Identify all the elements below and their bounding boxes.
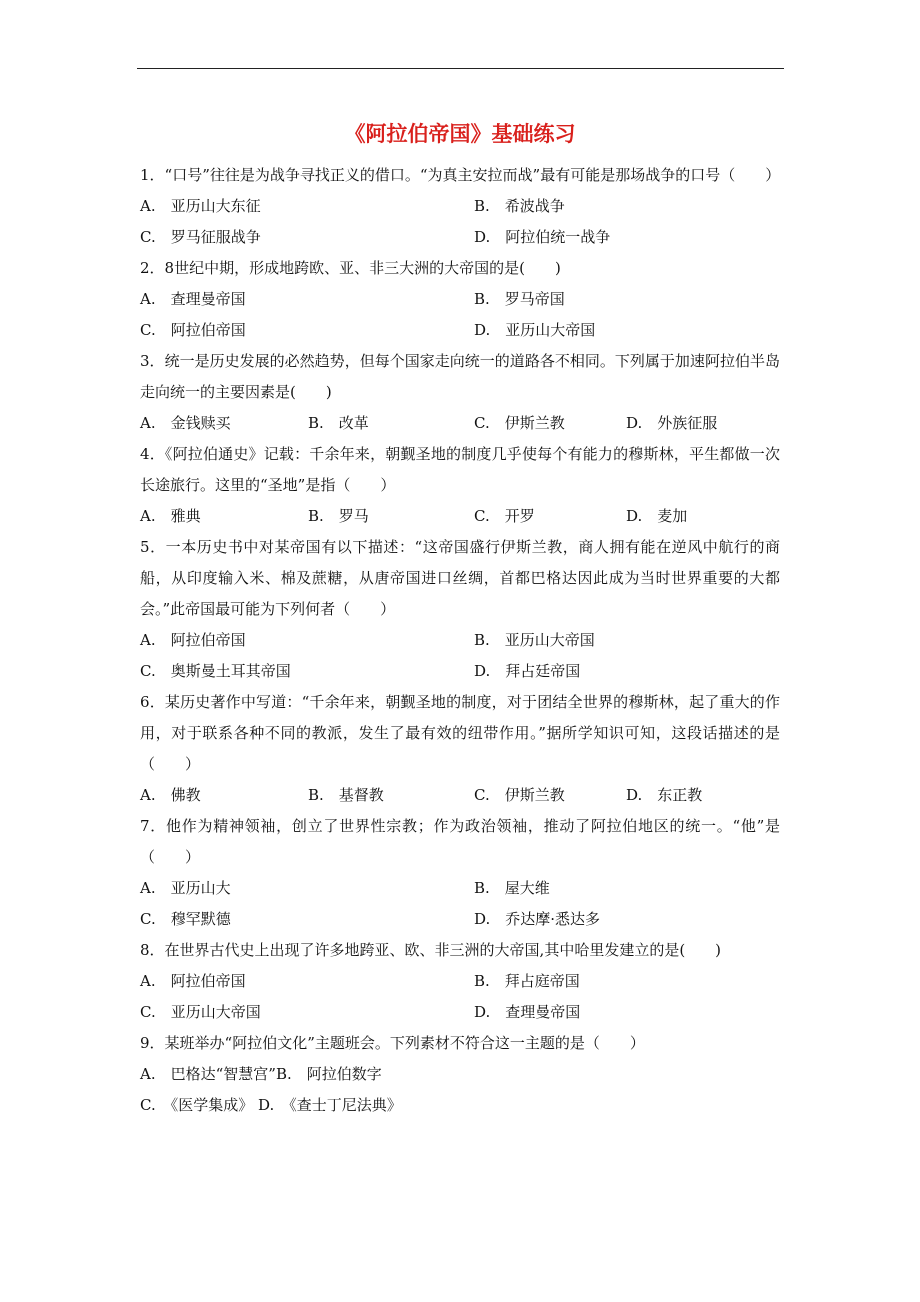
option-c: C. 开罗 [474,507,535,525]
question-4-options [140,501,780,532]
option-b: B. 屋大维 [474,879,550,897]
option-a: A. 亚历山大东征 [140,197,261,215]
question-7-options-row-1 [140,873,780,904]
question-2-stem: 2．8世纪中期，形成地跨欧、亚、非三大洲的大帝国的是( ) [140,259,561,277]
option-d: D. 乔达摩·悉达多 [474,910,601,928]
option-b: B. 罗马帝国 [474,290,565,308]
option-a: A. 亚历山大 [140,879,231,897]
option-c: C. 穆罕默德 [140,910,231,928]
question-2-options-row-2 [140,315,780,346]
option-c: C. 奥斯曼土耳其帝国 [140,662,291,680]
option-d: D. 亚历山大帝国 [474,321,596,339]
question-list [140,160,780,1121]
option-b: B. 改革 [308,414,369,432]
option-a: A. 阿拉伯帝国 [140,631,246,649]
option-b: B. 罗马 [308,507,369,525]
option-c: C. 伊斯兰教 [474,786,565,804]
question-7-options-row-2 [140,904,780,935]
option-a: A. 佛教 [140,786,201,804]
question-3-options [140,408,780,439]
question-5-options-row-2 [140,656,780,687]
header-rule [137,68,784,69]
option-d: D. 外族征服 [626,414,718,432]
question-5-options-row-1 [140,625,780,656]
option-b: B. 亚历山大帝国 [474,631,595,649]
question-1-stem: 1．“口号”往往是为战争寻找正义的借口。“为真主安拉而战”最有可能是那场战争的口号（ ） [140,166,781,184]
option-a: A. 阿拉伯帝国 [140,972,246,990]
option-a: A. 雅典 [140,507,201,525]
question-8-options-row-2 [140,997,780,1028]
option-c: C. 罗马征服战争 [140,228,261,246]
question-1-options-row-2 [140,222,780,253]
option-c: C. 伊斯兰教 [474,414,565,432]
option-d: D. 东正教 [626,786,703,804]
question-9-options-line-1: A. 巴格达“智慧宫”B. 阿拉伯数字 [140,1065,382,1083]
option-c: C. 阿拉伯帝国 [140,321,246,339]
option-d: D. 麦加 [626,507,688,525]
option-b: B. 拜占庭帝国 [474,972,580,990]
page-title: 《阿拉伯帝国》基础练习 [344,122,576,146]
question-3-stem: 3．统一是历史发展的必然趋势，但每个国家走向统一的道路各不相同。下列属于加速阿拉伯半岛走向统一的主要因素是( ) [140,352,780,401]
option-d: D. 拜占廷帝国 [474,662,581,680]
question-7-stem: 7．他作为精神领袖，创立了世界性宗教；作为政治领袖，推动了阿拉伯地区的统一。“他”是（ ） [140,817,780,866]
question-4-stem: 4．《阿拉伯通史》记载：千余年来，朝觐圣地的制度几乎使每个有能力的穆斯林，平生都做一次长途旅行。这里的“圣地”是指（ ） [140,445,780,494]
option-b: B. 基督教 [308,786,384,804]
question-1-options-row-1 [140,191,780,222]
question-8-options-row-1 [140,966,780,997]
question-9-options-line-2: C. 《医学集成》 D. 《查士丁尼法典》 [140,1096,402,1114]
option-d: D. 查理曼帝国 [474,1003,581,1021]
question-6-options [140,780,780,811]
option-a: A. 金钱赎买 [140,414,231,432]
option-d: D. 阿拉伯统一战争 [474,228,611,246]
question-2-options-row-1 [140,284,780,315]
question-9-stem: 9．某班举办“阿拉伯文化”主题班会。下列素材不符合这一主题的是（ ） [140,1034,645,1052]
option-a: A. 查理曼帝国 [140,290,246,308]
option-b: B. 希波战争 [474,197,565,215]
option-c: C. 亚历山大帝国 [140,1003,261,1021]
question-6-stem: 6．某历史著作中写道：“千余年来，朝觐圣地的制度，对于团结全世界的穆斯林，起了重大的作用，对于联系各种不同的教派，发生了最有效的纽带作用。”据所学知识可知，这段话描述的是（ ） [140,693,780,773]
question-5-stem: 5．一本历史书中对某帝国有以下描述：“这帝国盛行伊斯兰教，商人拥有能在逆风中航行的商船，从印度输入米、棉及蔗糖，从唐帝国进口丝绸，首都巴格达因此成为当时世界重要的大都会。”此帝国最可能为下列何者（ ） [140,538,780,618]
question-8-stem: 8．在世界古代史上出现了许多地跨亚、欧、非三洲的大帝国,其中哈里发建立的是( ) [140,941,722,959]
